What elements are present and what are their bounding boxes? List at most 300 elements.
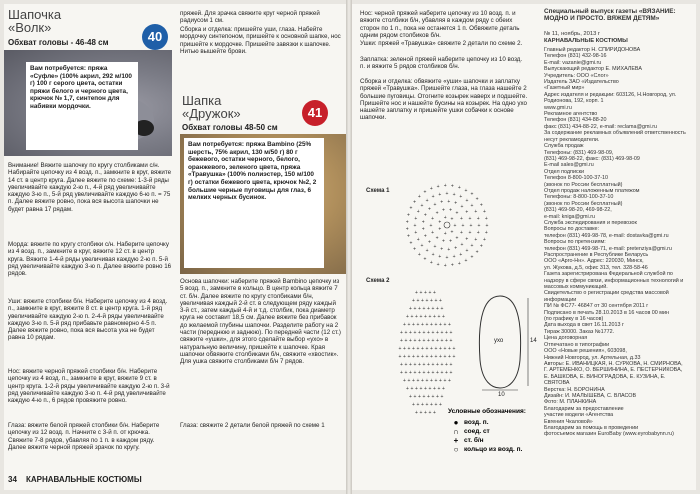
scheme2-stitch: + [431, 330, 435, 336]
scheme1-chart [402, 180, 492, 270]
scheme2-stitch: + [400, 330, 403, 336]
scheme2-stitch: + [427, 306, 430, 312]
scheme2-stitch: + [403, 322, 406, 328]
scheme2-stitch: + [440, 394, 444, 400]
legend-label: ст. б/н [464, 436, 484, 444]
scheme1-stitch: + [470, 191, 474, 198]
scheme2-stitch: + [419, 290, 423, 296]
scheme2-stitch: + [413, 394, 417, 400]
scheme1-stitch: + [429, 186, 433, 193]
scheme2-stitch: + [448, 322, 451, 328]
imprint-line: Дизайн: И. МАЛЫШЕВА, С. ВЛАСОВ [544, 392, 637, 399]
scheme1-stitch: + [474, 236, 478, 243]
scheme1-stitch: + [413, 199, 417, 206]
imprint-section: КАРНАВАЛЬНЫЕ КОСТЮМЫ [544, 38, 628, 44]
scheme2-stitch: + [439, 322, 442, 328]
imprint-line: Издатель ЗАО «Издательство [544, 79, 619, 86]
scheme1-stitch: + [452, 254, 456, 261]
imprint-line: Главный редактор Н. СПИРИДОНОВА [544, 47, 641, 53]
scheme2-stitch: + [407, 354, 411, 360]
scheme2-stitch: + [433, 410, 436, 416]
patch-text: Заплатка: зеленой пряжей наберите цепочку из 10 возд. п. и вяжите 5 рядов столбиков б/н. [360, 56, 523, 71]
scheme1-stitch: + [459, 251, 463, 258]
scheme1-stitch: + [469, 223, 473, 229]
scheme1-stitch: + [470, 254, 474, 261]
scheme2-stitch: + [403, 354, 406, 360]
imprint-line: Благодарим за предоставление [544, 405, 624, 412]
scheme2-stitch: + [419, 410, 423, 416]
scheme2-stitch: + [433, 290, 436, 296]
scheme2-stitch: + [427, 394, 430, 400]
scheme1-stitch: + [449, 238, 453, 245]
scheme2-stitch: + [430, 322, 433, 328]
friend-text-top2: Сборка и отделка: пришейте уши, глаза. Набейте мордочку синтепоном, пришейте к основной шапке, нос пришейте к мордочке. Пришейте завязки к шапочке. Нитью вышейте брови. [180, 26, 341, 55]
scheme1-stitch: + [406, 233, 410, 240]
scheme2-stitch: + [421, 378, 424, 384]
scheme2-stitch: + [443, 378, 447, 384]
scheme1-stitch: + [423, 233, 427, 240]
scheme2-stitch: + [425, 346, 429, 352]
scheme1-stitch: + [450, 262, 454, 269]
scheme1-stitch: + [427, 206, 431, 213]
scheme1-stitch: + [420, 242, 424, 249]
imprint-line: Телефон 8-800-100-37-10 [544, 175, 609, 182]
scheme2-stitch: + [439, 298, 442, 304]
imprint-line: Служба экспедирования и перевозок [544, 219, 637, 226]
scheme2-stitch: + [445, 330, 448, 336]
scheme1-stitch: + [476, 230, 480, 237]
scheme1-stitch: + [405, 219, 409, 226]
scheme1-stitch: + [475, 249, 479, 256]
scheme1-stitch: + [423, 189, 427, 196]
wolf-text-1: Внимание! Вяжите шапочку по кругу столбиками с/н. Набирайте цепочку из 4 возд. п., замкните в круг, вяжите 14 ст. в центр круга. Далее вяжите по схеме: 1-3-й ряды увеличивайте каждую 2-ю п., 4-й ряд увеличивайте каждую 3-ю п., 5-й ряд увеличивайте каждую 6-ю п. = 75 п. Далее вяжите ровно, пока вся высота шапочки не будет равна 17 рядам. [8, 162, 172, 213]
imprint-line: e-mail: kniga@gmi.ru [544, 213, 596, 220]
scheme2-stitch: + [427, 362, 430, 368]
scheme1-stitch: + [461, 223, 465, 229]
scheme2-stitch: + [410, 386, 414, 392]
footer-section-title: КАРНАВАЛЬНЫЕ КОСТЮМЫ [26, 475, 142, 484]
dim-width: 10 [498, 392, 505, 398]
imprint-line: Благодарим за помощь в проведении [544, 424, 639, 431]
scheme1-stitch: + [429, 223, 433, 229]
scheme1-stitch: + [440, 199, 444, 206]
scheme1-stitch: + [431, 251, 435, 258]
scheme1-stitch: + [460, 204, 464, 211]
scheme2-stitch: + [434, 322, 438, 328]
scheme2-stitch: + [436, 362, 439, 368]
imprint-line: Тираж 30000. Заказ №1772. [544, 328, 615, 335]
scheme2-stitch: + [425, 378, 429, 384]
scheme2-stitch: + [427, 370, 430, 376]
scheme2-stitch: + [409, 370, 412, 376]
scheme2-stitch: + [422, 306, 426, 312]
scheme2-stitch: + [409, 330, 412, 336]
scheme1-stitch: + [416, 209, 420, 216]
scheme2-stitch: + [431, 394, 435, 400]
scheme2-stitch: + [407, 346, 411, 352]
scheme2-stitch: + [421, 322, 424, 328]
scheme2-stitch: + [428, 386, 432, 392]
scheme1-stitch: + [438, 226, 442, 233]
scheme2-stitch: + [449, 338, 453, 344]
scheme2-stitch: + [415, 386, 418, 392]
imprint-line: E-mail sales@gmi.ru [544, 162, 594, 169]
scheme2-stitch: + [403, 378, 406, 384]
scheme2-stitch: + [428, 290, 432, 296]
wolf-materials-box: Вам потребуется: пряжа «Суфле» (100% акрил, 292 м/100 г) 100 г серого цвета, остатки пряжи белого и черного цвета, крючок № 1,7, синтепон для набивки мордочки. [26, 62, 138, 150]
scheme1-stitch: + [475, 196, 479, 203]
legend-symbol-icon: + [453, 435, 459, 445]
footer-page-number: 34 [8, 475, 17, 484]
scheme1-stitch: + [465, 236, 469, 243]
wolf-text-4: Нос: вяжите черной пряжей столбики б/н. Наберите цепочку из 4 возд. п., замкните в круг, вяжите 9 ст. в центр круга. 1-2-й ряды увеличивайте каждую 2-ю п. 3-й ряд увеличивайте каждую 3-ю п. 4-й ряд увеличивайте каждую 4-ю п., 6 рядов провяжите ровно. [8, 368, 170, 405]
scheme2-stitch: + [413, 362, 417, 368]
scheme1-stitch: + [421, 219, 425, 226]
imprint-line: Фото: М. ПЛАНКИНА [544, 399, 597, 406]
scheme1-stitch: + [438, 219, 442, 226]
scheme2-stitch: + [422, 370, 426, 376]
scheme2-stitch: + [436, 338, 439, 344]
scheme1-stitch: + [443, 183, 447, 190]
scheme1-stitch: + [417, 194, 421, 201]
scheme2-stitch: + [449, 330, 453, 336]
scheme2-stitch: + [440, 370, 444, 376]
legend-item [448, 436, 528, 445]
scheme1-stitch: + [465, 209, 469, 216]
scheme1-stitch: + [416, 236, 420, 243]
scheme2-stitch: + [418, 370, 421, 376]
scheme1-stitch: + [479, 202, 483, 209]
imprint-line: Нижний Новгород, ул. Артельная, д.33 [544, 354, 641, 361]
imprint-line: факс (831) 434-88-22, e-mail: reclama@gmi.ru [544, 123, 657, 130]
scheme1-stitch: + [465, 197, 469, 204]
scheme2-stitch: + [424, 314, 427, 320]
scheme1-stitch: + [476, 215, 480, 222]
scheme2-stitch: + [433, 314, 436, 320]
scheme2-stitch: + [443, 354, 447, 360]
imprint-line: Евгения Чкаловой» [544, 418, 593, 425]
imprint-line: Выпускающий редактор Е. МИХАЛЕВА [544, 66, 642, 73]
imprint-line: Учредитель: ООО «Слог» [544, 72, 609, 79]
scheme2-stitch: + [409, 394, 412, 400]
imprint-line: ПИ № ФС77- 46847 от 30 сентября 2011 г [544, 303, 649, 310]
scheme2-stitch: + [439, 354, 442, 360]
wolf-head-size: Обхват головы - 46-48 см [8, 38, 109, 47]
scheme2-stitch: + [434, 402, 438, 408]
scheme1-stitch: + [425, 248, 429, 255]
scheme2-stitch: + [413, 330, 417, 336]
imprint-line: участие модели «Агентства [544, 412, 614, 419]
friend-title-line2: «Дружок» [182, 106, 241, 121]
legend-item [448, 427, 528, 436]
imprint-line: Телефоны: 8-800-100-37-10 [544, 194, 614, 201]
imprint-line: Отпечатано в типографии [544, 341, 610, 348]
scheme1-stitch: + [457, 261, 461, 268]
scheme1-stitch: + [441, 238, 445, 245]
scheme2-stitch: + [422, 330, 426, 336]
scheme2-stitch: + [424, 410, 427, 416]
imprint-line: Телефон (831) 434-88-20 [544, 117, 607, 124]
scheme1-stitch: + [455, 210, 459, 217]
scheme2-stitch: + [449, 362, 453, 368]
scheme1-stitch: + [421, 226, 425, 233]
scheme1-stitch: + [438, 254, 442, 261]
scheme2-stitch: + [412, 298, 415, 304]
left-page [4, 4, 346, 490]
scheme1-stitch: + [440, 246, 444, 253]
scheme2-stitch: + [421, 298, 424, 304]
scheme2-stitch: + [442, 314, 445, 320]
scheme1-stitch: + [443, 230, 447, 237]
scheme2-stitch: + [437, 314, 441, 320]
scheme2-stitch: + [412, 354, 415, 360]
scheme1-stitch: + [413, 246, 417, 253]
assembly-text: Сборка и отделка: обвяжите «уши» шапочки и заплатку пряжей «Травушка». Пришейте глаза, на глаза нашейте 2 большие пуговицы. Отогните козырек наверх и подшейте. Пришейте нос и нашейте бусины на козырек. На одно ухо нашейте заплатку и пришейте ушки собачки к основе шапочки. [360, 78, 528, 122]
scheme1-stitch: + [474, 209, 478, 216]
imprint-line: Адрес издателя и редакции: 603126, Н.Новгород, ул. Родионова, 192, корп. 1 [544, 91, 677, 105]
scheme1-stitch: + [420, 203, 424, 210]
scheme1-stitch: + [417, 251, 421, 258]
imprint-line: ООО «Арго-Нн». Адрес: 220030, Минск, [544, 258, 644, 265]
scheme2-stitch: + [400, 338, 403, 344]
scheme1-stitch: + [447, 246, 451, 253]
scheme2-stitch: + [424, 386, 427, 392]
imprint-lines [544, 47, 692, 438]
scheme1-stitch: + [482, 237, 486, 244]
scheme2-stitch: + [448, 378, 451, 384]
scheme2-stitch: + [430, 298, 433, 304]
legend-label: кольцо из возд. п. [464, 445, 523, 453]
scheme1-label: Схема 1 [366, 188, 390, 194]
nose-text: Нос: черной пряжей наберите цепочку из 10 возд. п. и вяжите столбики б/н, убавляя в каждом ряду с обеих сторон по 1 п., пока не останется 1 п. Обвяжите деталь одним рядом столбиков б/н. [360, 10, 520, 39]
imprint-line: Газета зарегистрирована Федеральной службой по надзору в сфере связи, информационных технологий и массовых коммуникаций. [544, 271, 684, 291]
scheme2-stitch: + [430, 402, 433, 408]
scheme1-stitch: + [454, 245, 458, 252]
scheme2-stitch: + [412, 378, 415, 384]
scheme2-stitch: + [415, 290, 418, 296]
friend-title-line1: Шапка [182, 93, 222, 108]
imprint-issue: № 11, ноябрь, 2013 г [544, 31, 601, 37]
scheme2-stitch: + [422, 338, 426, 344]
scheme2-stitch: + [436, 330, 439, 336]
scheme2-stitch: + [422, 362, 426, 368]
scheme2-stitch: + [410, 314, 414, 320]
legend-item [448, 445, 528, 454]
wolf-title-line2: «Волк» [8, 20, 52, 35]
scheme1-stitch: + [414, 215, 418, 222]
scheme2-stitch: + [428, 410, 432, 416]
scheme1-stitch: + [425, 197, 429, 204]
imprint-line: Распространение в Республике Беларусь [544, 252, 649, 258]
scheme2-stitch: + [406, 314, 409, 320]
imprint-line: Цена договорная [544, 335, 588, 342]
scheme2-stitch: + [434, 378, 438, 384]
scheme1-stitch: + [485, 223, 489, 229]
imprint-line: (по графику в 16 часов) [544, 316, 604, 323]
scheme2-stitch: + [416, 298, 420, 304]
scheme2-stitch: + [448, 354, 451, 360]
scheme2-stitch: + [416, 322, 420, 328]
scheme1-stitch: + [459, 229, 463, 236]
scheme2-stitch: + [418, 338, 421, 344]
scheme2-stitch: + [418, 362, 421, 368]
scheme1-stitch: + [405, 226, 409, 233]
legend-label: возд. п. [464, 418, 489, 426]
scheme2-stitch: + [431, 306, 435, 312]
scheme1-stitch: + [468, 230, 472, 237]
symbol-legend [448, 408, 528, 454]
scheme2-stitch: + [398, 354, 402, 360]
scheme1-stitch: + [459, 194, 463, 201]
imprint-line: Служба продаж [544, 143, 584, 150]
scheme2-stitch: + [404, 362, 408, 368]
scheme1-stitch: + [435, 235, 439, 242]
scheme1-stitch: + [464, 187, 468, 194]
scheme2-stitch: + [406, 386, 409, 392]
imprint-line: Вопросы по доставке: [544, 226, 600, 233]
scheme2-stitch: + [413, 306, 417, 312]
imprint-line: Телефон (831) 432-98-16 [544, 53, 607, 60]
scheme2-stitch: + [407, 378, 411, 384]
scheme2-stitch: + [436, 306, 439, 312]
scheme2-stitch: + [437, 386, 441, 392]
friend-head-size: Обхват головы 48-50 см [182, 123, 278, 132]
imprint-line: ООО «Новые решения», 603098, [544, 348, 627, 355]
scheme1-stitch: + [477, 223, 481, 229]
right-page [352, 4, 696, 490]
scheme1-stitch: + [470, 242, 474, 249]
scheme1-stitch: + [441, 207, 445, 214]
scheme2-stitch: + [436, 394, 439, 400]
scheme2-stitch: + [440, 306, 444, 312]
scheme1-stitch: + [470, 203, 474, 210]
scheme1-stitch: + [447, 199, 451, 206]
scheme2-stitch: + [427, 330, 430, 336]
imprint-line: E-mail: vazanie@gmi.ru [544, 59, 602, 66]
scheme1-stitch: + [450, 183, 454, 190]
scheme2-stitch: + [404, 370, 408, 376]
scheme2-stitch: + [416, 378, 420, 384]
legend-symbol-icon: ○ [453, 444, 459, 454]
wolf-text-5: Глаза: вяжите белой пряжей столбики б/н. Наберите цепочку из 12 возд. п. Начните с 3-й п. от крючка. Свяжите 7-8 рядов, убавляя по 1 п. в каждом ряду. Далее вяжите черной пряжей зрачок по кругу. [8, 422, 160, 451]
imprint-line: (831) 469-98-22, факс: (831) 469-98-09 [544, 155, 640, 162]
scheme2-stitch: + [418, 330, 421, 336]
scheme1-stitch: + [450, 229, 454, 236]
scheme1-center-ring [444, 222, 450, 228]
scheme1-stitch: + [459, 216, 463, 223]
imprint-header: Специальный выпуск газеты «ВЯЗАНИЕ: МОДНО И ПРОСТО. ВЯЖЕМ ДЕТЯМ» [544, 8, 676, 23]
imprint-line: (звонок по России бесплатный) [544, 181, 623, 188]
scheme2-stitch: + [445, 338, 448, 344]
scheme2-stitch: + [439, 378, 442, 384]
scheme1-stitch: + [482, 208, 486, 215]
scheme1-stitch: + [465, 248, 469, 255]
imprint-line: Свидетельство о регистрации средства массовой информации [544, 290, 669, 303]
scheme1-stitch: + [413, 223, 417, 229]
scheme2-stitch: + [433, 386, 436, 392]
imprint-line: За содержание рекламных объявлений ответственность несут рекламодатели. [544, 130, 686, 143]
scheme2-stitch: + [434, 346, 438, 352]
scheme2-stitch: + [430, 354, 433, 360]
scheme2-stitch: + [413, 370, 417, 376]
imprint-line: фотосъемок магазин EuroBaby (www.eyrobabynn.ru) [544, 431, 674, 438]
scheme2-stitch: + [434, 354, 438, 360]
scheme1-stitch: + [431, 216, 435, 223]
scheme2-stitch: + [415, 314, 418, 320]
scheme2-stitch: + [421, 354, 424, 360]
scheme2-label: Схема 2 [366, 278, 390, 284]
scheme2-stitch: + [425, 354, 429, 360]
scheme1-stitch: + [479, 243, 483, 250]
scheme2-stitch: + [418, 306, 421, 312]
scheme1-stitch: + [433, 202, 437, 209]
scheme1-stitch: + [409, 205, 413, 212]
imprint-line: Отдел подписки [544, 168, 585, 175]
scheme1-stitch: + [409, 240, 413, 247]
scheme2-stitch: + [430, 346, 433, 352]
scheme2-stitch: + [416, 402, 420, 408]
scheme1-stitch: + [484, 215, 488, 222]
scheme2-stitch: + [445, 370, 448, 376]
scheme2-stitch: + [439, 346, 442, 352]
scheme2-stitch: + [419, 386, 423, 392]
ear-label: ухо [494, 338, 504, 344]
scheme2-stitch: + [400, 370, 403, 376]
imprint-line: ул. Жукова, д.5, офис 313, тел. 328-58-46 [544, 264, 648, 271]
imprint-line: www.gmi.ru [544, 104, 572, 111]
scheme1-stitch: + [450, 216, 454, 223]
scheme2-stitch: + [418, 394, 421, 400]
dim-height: 14 [530, 338, 537, 344]
scheme2-stitch: + [413, 338, 417, 344]
scheme2-stitch: + [409, 306, 412, 312]
scheme1-stitch: + [455, 235, 459, 242]
scheme2-stitch: + [422, 394, 426, 400]
scheme2-stitch: + [421, 402, 424, 408]
scheme1-stitch: + [453, 223, 457, 229]
friend-badge: 41 [302, 100, 328, 126]
scheme1-stitch: + [435, 210, 439, 217]
scheme2-stitch: + [419, 314, 423, 320]
imprint-line: Отдел продаж наложенным платежом [544, 187, 640, 194]
scheme2-stitch: + [415, 410, 418, 416]
wolf-text-2: Морда: вяжите по кругу столбики с/н. Наберите цепочку из 4 возд. п., замкните в круг, вяжите 12 ст. в центр круга. Вяжите 1-4-й ряды увеличивая каждую 2-ю п. 5-й ряд увеличивайте каждую 3-ю п. Далее вяжите ровно 16 рядов. [8, 241, 172, 278]
imprint-line: Вопросы по претензиям: [544, 239, 606, 246]
scheme2-stitch: + [404, 338, 408, 344]
scheme2-stitch: + [425, 322, 429, 328]
scheme1-stitch: + [468, 215, 472, 222]
scheme2-stitch: + [434, 298, 438, 304]
scheme1-stitch: + [445, 191, 449, 197]
imprint-line: Рекламное агентство [544, 111, 598, 118]
friend-text-2: Глаза: свяжите 2 детали белой пряжей по схеме 1 [180, 422, 325, 429]
scheme2-stitch: + [431, 362, 435, 368]
scheme1-stitch: + [452, 191, 456, 198]
scheme2-stitch: + [428, 314, 432, 320]
wolf-text-3: Уши: вяжите столбики б/н. Наберите цепочку из 4 возд. п., замкните в круг, вяжите 8 ст. в центр круга. 1-й ряд увеличивайте каждую 2-ю п. 2-4-й ряды увеличивайте каждую 3-ю п. 5-й ряд прибавьте равномерно 4-5 п. Далее вяжите ровно, пока вся высота уха не будет равна 10 рядам. [8, 298, 168, 342]
scheme1-stitch: + [431, 194, 435, 201]
imprint-line: Телефоны: (831) 469-98-09, [544, 149, 614, 156]
scheme2-stitch: + [404, 330, 408, 336]
scheme2-stitch: + [416, 346, 420, 352]
wolf-title-line1: Шапочка [8, 7, 62, 22]
scheme2-stitch: + [409, 338, 412, 344]
scheme1-stitch: + [431, 229, 435, 236]
wolf-badge: 40 [142, 24, 168, 50]
scheme2-stitch: + [440, 330, 444, 336]
scheme2-stitch: + [452, 346, 456, 352]
scheme2-stitch: + [407, 322, 411, 328]
